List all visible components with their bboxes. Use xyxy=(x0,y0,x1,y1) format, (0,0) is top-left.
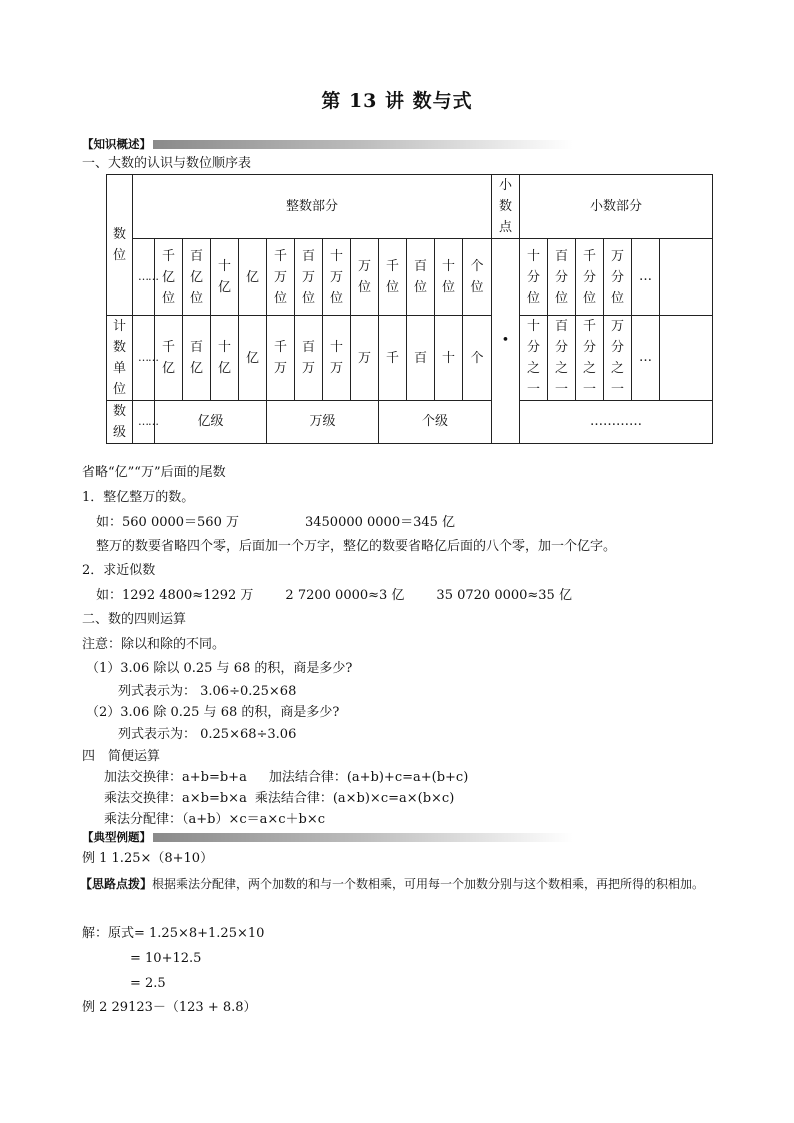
omit-title: 省略“亿”“万”后面的尾数 xyxy=(82,465,226,480)
place-name: 十位 xyxy=(435,239,463,316)
question-2-answer: 列式表示为： 0.25×68÷3.06 xyxy=(118,727,297,742)
decimal-trailing: … xyxy=(632,316,660,401)
unit-name: 百万 xyxy=(295,316,323,401)
unit-name: 万 xyxy=(351,316,379,401)
unit-name: 十万 xyxy=(323,316,351,401)
section-header-overview xyxy=(82,136,573,152)
note: 注意：除以和除的不同。 xyxy=(82,637,226,652)
place-name: 千亿位 xyxy=(155,239,183,316)
ellipsis-cell: …… xyxy=(133,316,155,401)
place-name: 千位 xyxy=(379,239,407,316)
page-title: 第 13 讲 数与式 xyxy=(321,90,473,112)
unit-name: 百 xyxy=(407,316,435,401)
unit-name: 千万 xyxy=(267,316,295,401)
law-row: 乘法分配律：（a+b）×c＝a×c＋b×c xyxy=(104,812,326,827)
item2-examples: 如：1292 4800≈1292 万 2 7200 0000≈3 亿 35 0720 0000≈35 亿 xyxy=(96,588,572,603)
decimal-level: ………… xyxy=(520,401,713,444)
section-label: 【典型例题】 xyxy=(82,830,151,844)
unit-name: 百亿 xyxy=(183,316,211,401)
decimal-unit-name: 百分之一 xyxy=(548,316,576,401)
unit-name: 十亿 xyxy=(211,316,239,401)
decimal-place-name: 十分位 xyxy=(520,239,548,316)
ellipsis-cell: …… xyxy=(133,239,155,316)
hint-paragraph xyxy=(80,872,720,896)
place-name: 个位 xyxy=(463,239,492,316)
gradient-divider xyxy=(153,833,573,842)
item2: 2．求近似数 xyxy=(82,563,156,578)
decimal-point-header: 小数点 xyxy=(492,175,520,239)
section-label: 【知识概述】 xyxy=(82,137,151,151)
law-row: 乘法交换律：a×b=b×a 乘法结合律：(a×b)×c=a×(b×c) xyxy=(104,791,455,806)
integer-part-header: 整数部分 xyxy=(133,175,492,239)
section-header-examples xyxy=(82,829,573,845)
place-name: 十万位 xyxy=(323,239,351,316)
empty-cell xyxy=(660,239,713,316)
question-1-answer: 列式表示为： 3.06÷0.25×68 xyxy=(118,684,297,699)
empty-cell xyxy=(660,316,713,401)
decimal-part-header: 小数部分 xyxy=(520,175,713,239)
level-header: 数级 xyxy=(107,401,133,444)
question-1: （1）3.06 除以 0.25 与 68 的积，商是多少? xyxy=(86,661,353,676)
level-yi: 亿级 xyxy=(155,401,267,444)
place-value-table xyxy=(106,174,713,444)
unit-name: 十 xyxy=(435,316,463,401)
decimal-point-column: • xyxy=(492,239,520,444)
place-name: 百亿位 xyxy=(183,239,211,316)
solution-line-1: 解：原式= 1.25×8+1.25×10 xyxy=(82,926,265,941)
solution-line-3: = 2.5 xyxy=(130,976,166,991)
decimal-trailing: … xyxy=(632,239,660,316)
item1-note: 整万的数要省略四个零，后面加一个万字，整亿的数要省略亿后面的八个零，加一个亿字。 xyxy=(96,539,617,554)
shuwei-header: 数位 xyxy=(107,175,133,316)
question-2: （2）3.06 除 0.25 与 68 的积，商是多少? xyxy=(86,705,340,720)
item1-examples: 如：560 0000＝560 万 3450000 0000＝345 亿 xyxy=(96,515,456,530)
place-name: 千万位 xyxy=(267,239,295,316)
item1: 1．整亿整万的数。 xyxy=(82,490,195,505)
level-wan: 万级 xyxy=(267,401,379,444)
place-name: 百位 xyxy=(407,239,435,316)
level-ge: 个级 xyxy=(379,401,492,444)
solution-line-2: = 10+12.5 xyxy=(130,951,202,966)
example-2-title: 例 2 29123－（123 + 8.8） xyxy=(82,1000,257,1015)
example-1-title: 例 1 1.25×（8+10） xyxy=(82,851,214,866)
part4-title: 四 简便运算 xyxy=(82,749,161,764)
gradient-divider xyxy=(153,140,573,149)
unit-name: 千 xyxy=(379,316,407,401)
hint-text: 根据乘法分配律，两个加数的和与一个数相乘，可用每一个加数分别与这个数相乘，再把所得的积相加。 xyxy=(152,877,705,891)
decimal-place-name: 百分位 xyxy=(548,239,576,316)
place-name: 万位 xyxy=(351,239,379,316)
ellipsis-cell: …… xyxy=(133,401,155,444)
decimal-unit-name: 千分之一 xyxy=(576,316,604,401)
unit-header: 计数单位 xyxy=(107,316,133,401)
place-name: 百万位 xyxy=(295,239,323,316)
part2-title: 二、数的四则运算 xyxy=(82,612,187,627)
part1-title: 一、大数的认识与数位顺序表 xyxy=(82,156,252,171)
decimal-unit-name: 万分之一 xyxy=(604,316,632,401)
decimal-place-name: 千分位 xyxy=(576,239,604,316)
unit-name: 亿 xyxy=(239,316,267,401)
hint-label: 【思路点拨】 xyxy=(80,877,153,891)
decimal-unit-name: 十分之一 xyxy=(520,316,548,401)
decimal-place-name: 万分位 xyxy=(604,239,632,316)
place-name: 十亿 xyxy=(211,239,239,316)
unit-name: 个 xyxy=(463,316,492,401)
law-row: 加法交换律：a+b=b+a 加法结合律：(a+b)+c=a+(b+c) xyxy=(104,770,469,785)
place-name: 亿 xyxy=(239,239,267,316)
unit-name: 千亿 xyxy=(155,316,183,401)
